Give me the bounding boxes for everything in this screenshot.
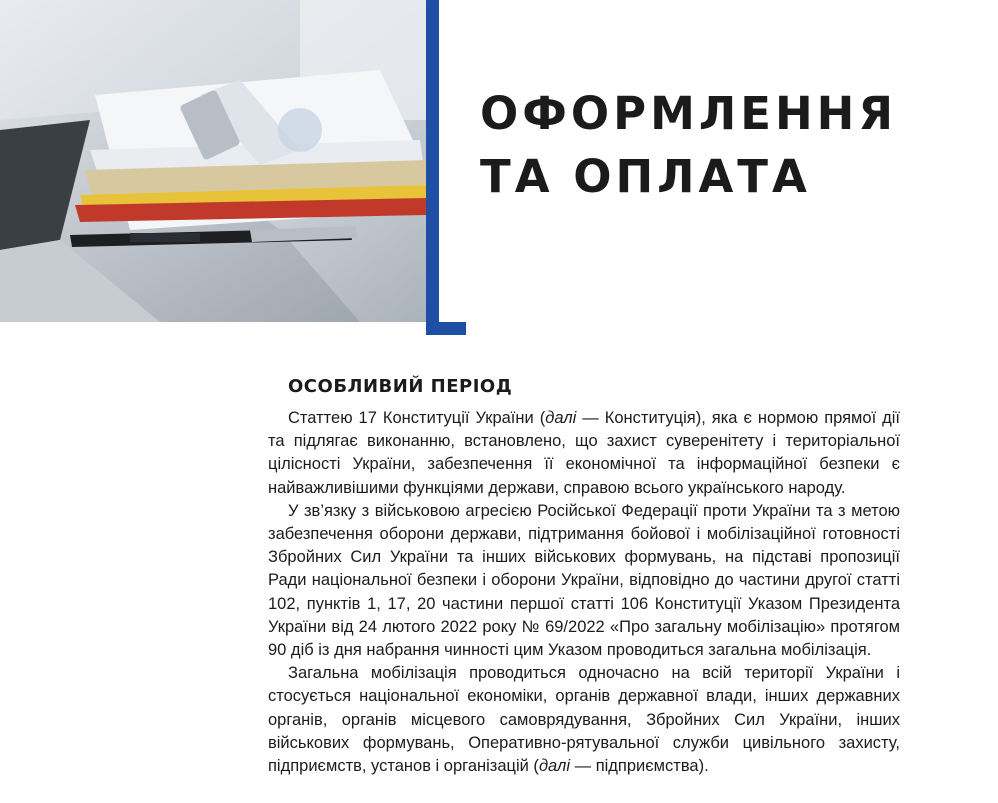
paragraph-3-italic: далі — [538, 757, 571, 776]
page-title-line-2: ТА ОПЛАТА — [480, 150, 811, 203]
paragraph-3 — [268, 662, 900, 778]
paragraph-2 — [268, 500, 900, 662]
paragraph-1-text-a: Статтею 17 Конституції України ( — [288, 409, 546, 427]
accent-bar-horizontal — [426, 322, 466, 335]
page-title — [480, 82, 980, 208]
paragraph-1-italic: далі — [545, 409, 577, 427]
article-section — [268, 376, 900, 778]
paragraph-1-text-b: — Конституція), яка є нормою прямої дії та підлягає виконанню, встановлено, що захист суверенітету і територіальної цілісності України, забезпечення її економічної та інформаційної безпеки є найважливішими функціями держави, справою всього українського народу. — [268, 409, 901, 497]
page-title-line-1: ОФОРМЛЕННЯ — [480, 87, 897, 140]
accent-bar-vertical — [426, 0, 439, 335]
paragraph-1 — [268, 407, 900, 500]
paragraph-3-text-b: — підприємства). — [570, 757, 709, 776]
section-heading: ОСОБЛИВИЙ ПЕРІОД — [288, 376, 513, 397]
paragraph-2-text: У зв’язку з військовою агресією Російської Федерації проти України та з метою забезпечення оборони держави, підтримання бойової і мобілізаційної готовності Збройних Сил України та інших військових формувань, на підставі пропозиції Ради національної безпеки і оборони України, відповідно до частини другої статті 102, пунктів 1, 17, 20 частини першої статті 106 Конституції Указом Президента України від 24 лютого 2022 року № 69/2022 «Про загальну мобілізацію» протягом 90 діб із дня набрання чинності цим Указом проводиться загальна мобілізація. — [268, 501, 900, 660]
header-photo — [0, 0, 427, 322]
paragraph-3-text-a: Загальна мобілізація проводиться одночасно на всій території України і стосується національної економіки, органів державної влади, інших державних органів, органів місцевого самоврядування, Збройних Сил України, інших військових формувань, Оперативно-рятувальної служби цивільного захисту, підприємств, установ і організацій ( — [268, 664, 900, 776]
